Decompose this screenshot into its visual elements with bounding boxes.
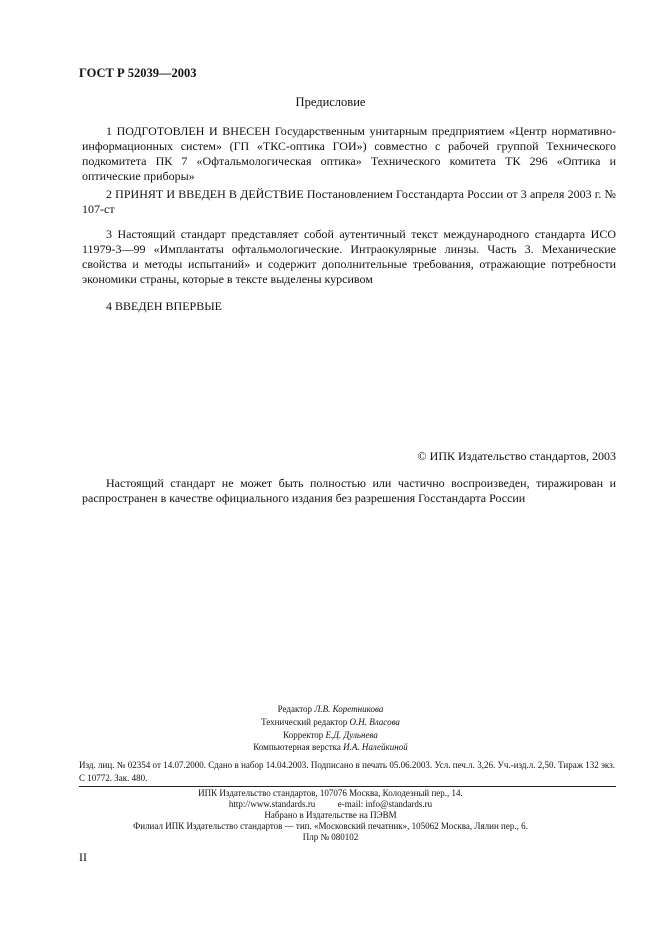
copyright-line: © ИПК Издательство стандартов, 2003 bbox=[417, 449, 616, 463]
reproduction-notice: Настоящий стандарт не может быть полностью или частично воспроизведен, тиражирован и распространен в качестве официального издания без разрешения Госстандарта России bbox=[82, 476, 616, 505]
publisher-web: http://www.standards.ru e-mail: info@standards.ru bbox=[228, 799, 433, 809]
publisher-address: ИПК Издательство стандартов, 107076 Москва, Колодезный пер., 14. bbox=[198, 788, 463, 798]
publisher-branch: Филиал ИПК Издательство стандартов — тип. «Московский печатник», 105062 Москва, Лялин пер., 6. bbox=[133, 821, 528, 831]
preface-title: Предисловие bbox=[295, 95, 366, 109]
preface-item-1: 1 ПОДГОТОВЛЕН И ВНЕСЕН Государственным унитарным предприятием «Центр нормативно-информационных систем» (ГП «ТКС-оптика ГОИ») совместно с рабочей группой Технического подкомитета ПК 7 «Офтальмологическая оптика» Технического комитета ТК 296 «Оптика и оптические приборы» bbox=[82, 124, 616, 183]
preface-item-3: 3 Настоящий стандарт представляет собой аутентичный текст международного стандарта ИСО 11979-3—99 «Имплантаты офтальмологические. Интраокулярные линзы. Часть 3. Механические свойства и методы испытаний» и содержит дополнительные требования, отражающие потребности экономики страны, которые в тексте выделены курсивом bbox=[82, 227, 616, 286]
preface-item-2: 2 ПРИНЯТ И ВВЕДЕН В ДЕЙСТВИЕ Постановлением Госстандарта России от 3 апреля 2003 г. № 107-ст bbox=[82, 187, 616, 216]
page-number: II bbox=[79, 850, 87, 864]
staff-layout: Компьютерная верстка И.А. Налейкиной bbox=[253, 742, 408, 753]
staff-corrector: Корректор Е.Д. Дульнева bbox=[283, 729, 378, 740]
editorial-staff bbox=[0, 703, 661, 754]
preface-item-4: 4 ВВЕДЕН ВПЕРВЫЕ bbox=[106, 299, 222, 313]
staff-editor: Редактор Л.В. Коретникова bbox=[277, 704, 384, 714]
divider-rule bbox=[79, 786, 616, 787]
publisher-info bbox=[0, 788, 661, 843]
publisher-license: Плр № 080102 bbox=[302, 832, 359, 842]
publisher-typeset: Набрано в Издательстве на ПЭВМ bbox=[264, 810, 397, 820]
standard-number: ГОСТ Р 52039—2003 bbox=[79, 66, 197, 80]
staff-tech-editor: Технический редактор О.Н. Власова bbox=[261, 716, 400, 727]
print-imprint: Изд. лиц. № 02354 от 14.07.2000. Сдано в набор 14.04.2003. Подписано в печать 05.06.2003. Усл. печ.л. 3,26. Уч.-изд.л. 2,50. Тираж 132 экз. С 10772. Зак. 480. bbox=[79, 760, 615, 783]
